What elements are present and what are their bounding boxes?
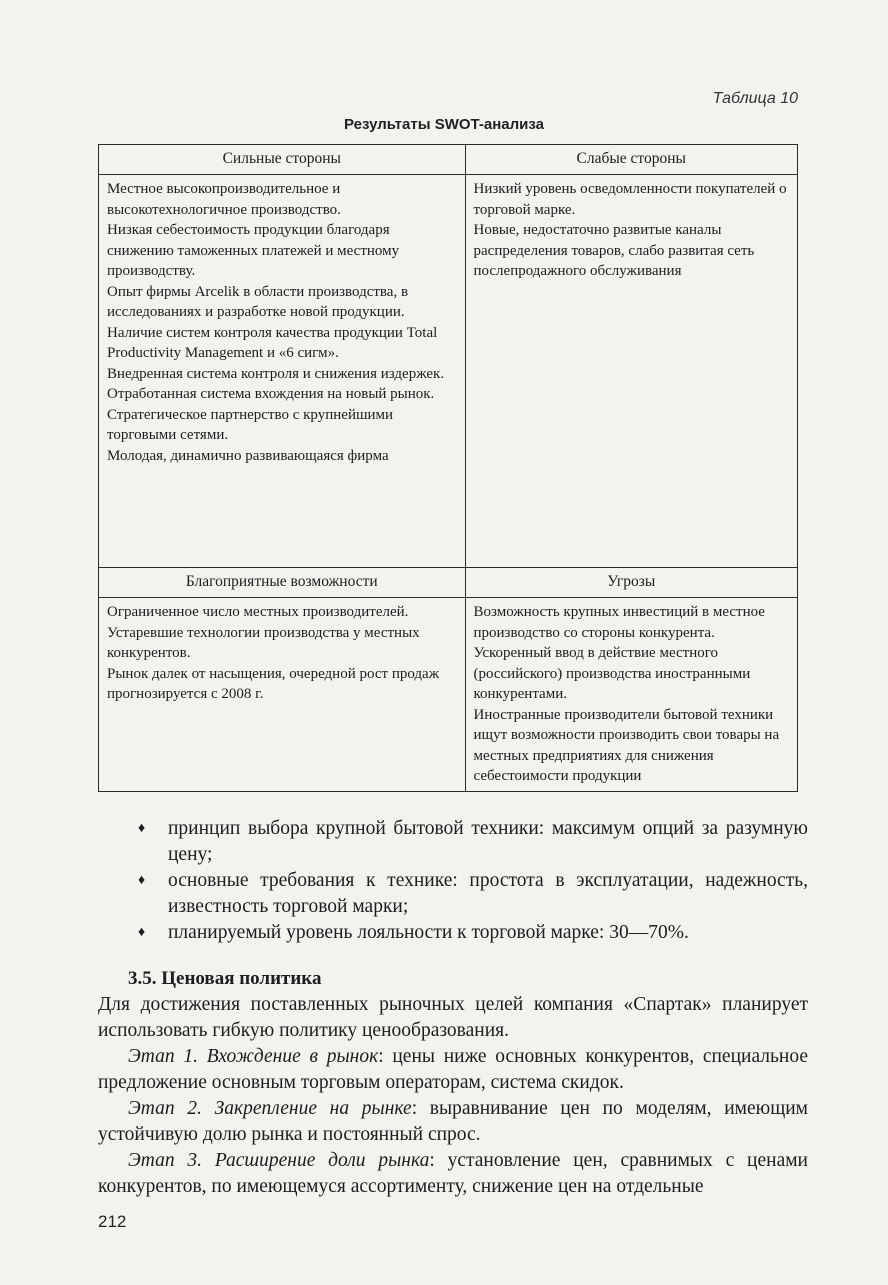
section-intro: Для достижения поставленных рыночных целей компания «Спартак» планирует использовать гибкую политику ценообразования. <box>98 994 808 1041</box>
page-number: 212 <box>98 1212 127 1231</box>
opportunity-item: Рынок далек от насыщения, очередной рост продаж прогнозируется с 2008 г. <box>107 665 440 702</box>
stage-paragraph <box>98 1096 808 1148</box>
bullet-list <box>128 816 808 946</box>
strength-item: Молодая, динамично развивающаяся фирма <box>107 447 389 464</box>
table-title: Результаты SWOT-анализа <box>344 116 544 133</box>
swot-row-external <box>99 598 798 792</box>
strength-item: Отработанная система вхождения на новый рынок. <box>107 386 435 402</box>
weakness-item: Низкий уровень осведомленности покупателей о торговой марке. <box>473 181 787 218</box>
swot-row-internal <box>99 175 798 568</box>
swot-header-row <box>99 145 798 175</box>
bullet-text: основные требования к технике: простота в эксплуатации, надежность, известность торговой марки; <box>168 870 808 917</box>
opportunity-item: Ограниченное число местных производителей. <box>107 604 409 620</box>
weaknesses-cell <box>465 175 798 568</box>
bullet-item <box>128 868 808 920</box>
bullet-icon: ♦ <box>138 821 146 836</box>
threats-header: Угрозы <box>465 568 798 598</box>
stage-paragraph <box>98 1044 808 1096</box>
bullet-text: принцип выбора крупной бытовой техники: максимум опций за разумную цену; <box>168 818 808 865</box>
strength-item: Стратегическое партнерство с крупнейшими торговыми сетями. <box>107 406 394 443</box>
opportunity-item: Устаревшие технологии производства у местных конкурентов. <box>107 624 420 661</box>
strength-item: Низкая себестоимость продукции благодаря снижению таможенных платежей и местному производству. <box>107 222 400 279</box>
strength-item: Внедренная система контроля и снижения издержек. <box>107 365 445 382</box>
weakness-item: Новые, недостаточно развитые каналы распределения товаров, слабо развитая сеть послепродажного обслуживания <box>473 222 755 279</box>
threat-item: Иностранные производители бытовой техники ищут возможности производить свои товары на местных предприятиях для снижения себестоимости продукции <box>473 706 780 784</box>
threat-item: Возможность крупных инвестиций в местное производство со стороны конкурента. <box>473 604 765 641</box>
bullet-item <box>128 920 808 946</box>
stage-label: Этап 3. Расширение доли рынка <box>128 1150 430 1171</box>
pricing-section <box>98 966 808 1200</box>
table-number-label: Таблица 10 <box>712 90 798 107</box>
swot-table <box>98 144 798 792</box>
swot-header-row-external <box>99 568 798 598</box>
bullet-text: планируемый уровень лояльности к торговой марке: 30—70%. <box>168 922 689 943</box>
opportunities-header: Благоприятные возможности <box>99 568 466 598</box>
strength-item: Опыт фирмы Arcelik в области производства, в исследованиях и разработке новой продукции. <box>107 283 409 320</box>
stage-label: Этап 1. Вхождение в рынок <box>128 1046 379 1067</box>
bullet-item <box>128 816 808 868</box>
strength-item: Наличие систем контроля качества продукции Total Productivity Management и «6 сигм». <box>107 324 438 361</box>
bullet-icon: ♦ <box>138 873 146 888</box>
stage-label: Этап 2. Закрепление на рынке <box>128 1098 412 1119</box>
stage-text: : установление цен, сравнимых с ценами конкурентов, по имеющемуся ассортименту, снижение цен на отдельные <box>98 1150 808 1197</box>
stage-text: : цены ниже основных конкурентов, специальное предложение основным торговым операторам, система скидок. <box>98 1046 808 1093</box>
strength-item: Местное высокопроизводительное и высокотехнологичное производство. <box>107 181 341 218</box>
bullet-icon: ♦ <box>138 925 146 940</box>
threats-cell <box>465 598 798 792</box>
opportunities-cell <box>99 598 466 792</box>
stage-paragraph <box>98 1148 808 1200</box>
section-heading: 3.5. Ценовая политика <box>128 968 322 989</box>
strengths-cell <box>99 175 466 568</box>
strengths-header: Сильные стороны <box>99 145 466 175</box>
threat-item: Ускоренный ввод в действие местного (российского) производства иностранными конкурентами. <box>473 645 751 702</box>
stage-text: : выравнивание цен по моделям, имеющим устойчивую долю рынка и постоянный спрос. <box>98 1098 808 1145</box>
weaknesses-header: Слабые стороны <box>465 145 798 175</box>
